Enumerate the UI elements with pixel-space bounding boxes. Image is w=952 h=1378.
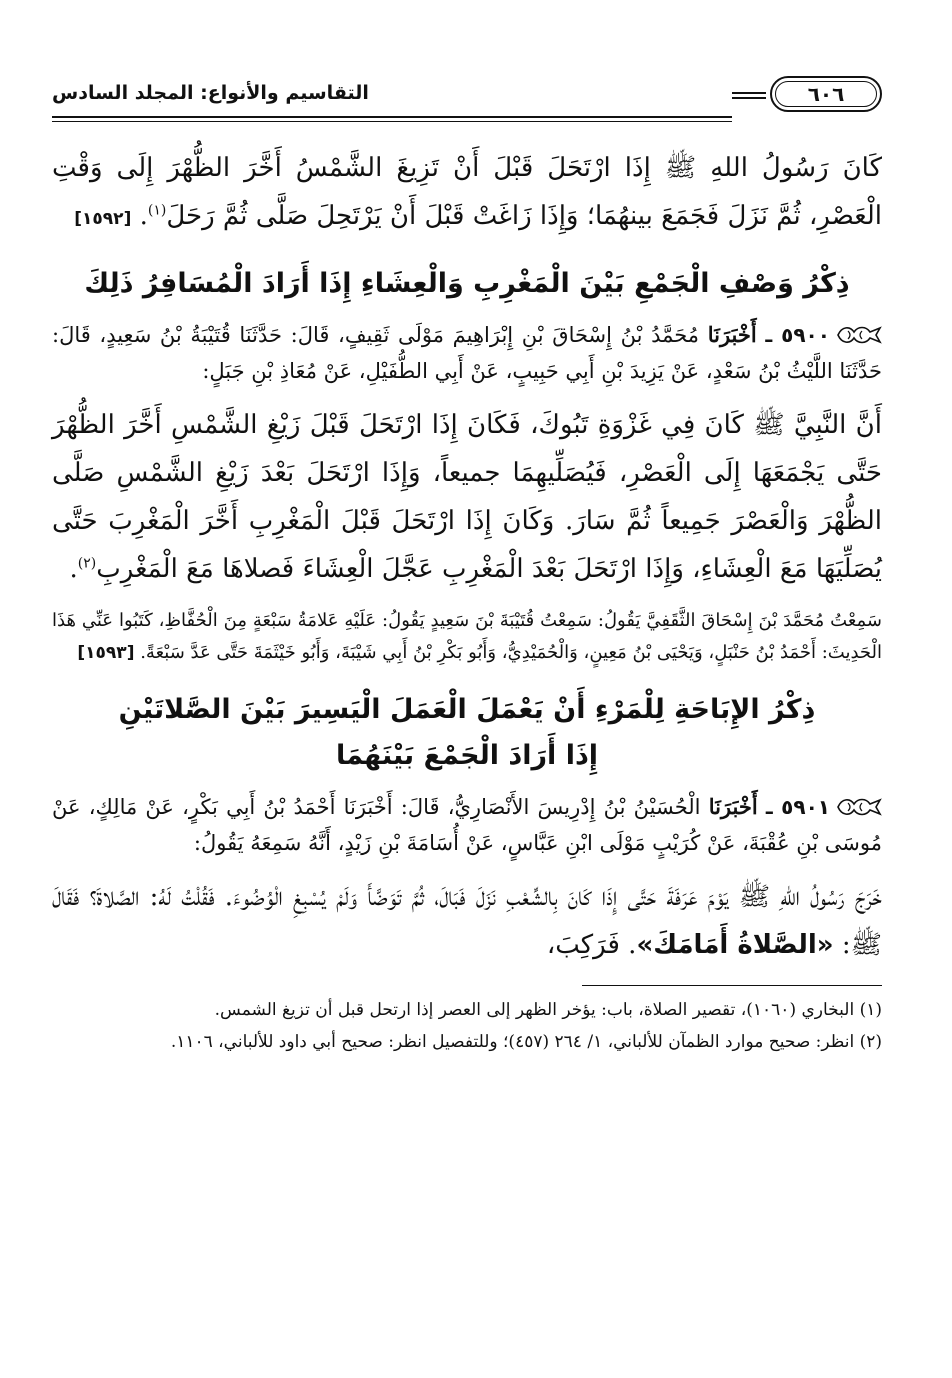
hadith-reference-1592: [١٥٩٢] — [74, 209, 132, 229]
footnote-separator — [582, 985, 882, 986]
hadith-number-5901: ٥٩٠١ ـ — [765, 795, 830, 819]
chapter-title-2-line-1: ذِكْرُ الإِبَاحَةِ لِلْمَرْءِ أَنْ يَعْمَلَ الْعَمَلَ الْيَسِيرَ بَيْنَ الصَّلاتَيْنِ — [118, 694, 816, 725]
akhbarana-5901: أَخْبَرَنَا — [708, 794, 758, 819]
hadith-number-5900: ٥٩٠٠ ـ — [765, 323, 830, 347]
header-rule — [52, 116, 732, 122]
akhbarana-5900: أَخْبَرَنَا — [707, 322, 757, 347]
matn-text-5900: أَنَّ النَّبِيَّ ﷺ كَانَ فِي غَزْوَةِ تَبُوكَ، فَكَانَ إِذَا ارْتَحَلَ قَبْلَ زَيْغِ الشَّمْسِ أَخَّرَ الظُّهْرَ حَتَّى يَجْمَعَهَا إِلَى الْعَصْرِ، فَيُصَلِّيهِمَا جميعاً، وَإِذَا ارْتَحَلَ بَعْدَ زَيْغِ الشَّمْسِ صَلَّى الظُّهْرَ وَالْعَصْرَ جَمِيعاً ثُمَّ سَارَ. وَكَانَ إِذَا ارْتَحَلَ قَبْلَ الْمَغْرِبِ أَخَّرَ الْمَغْرِبَ حَتَّى يُصَلِّيَهَا مَعَ الْعِشَاءِ، وَإِذَا ارْتَحَلَ بَعْدَ الْمَغْرِبِ عَجَّلَ الْعِشَاءَ فَصلاهَا مَعَ الْمَغْرِبِ — [52, 410, 882, 584]
matn-text-5901: خَرَجَ رَسُولُ اللهِ ﷺ يَوْمَ عَرَفَةَ حَتَّى إِذَا كَانَ بِالشِّعْبِ نَزَلَ فَبَالَ، ثُمَّ تَوَضَّأَ وَلَمْ يُسْبِغِ الْوُضُوءَ. فَقُلْتُ لَهُ: الصَّلاةَ؟ فَقَالَ ﷺ: — [52, 882, 882, 960]
hadith-5900-note — [52, 605, 882, 669]
hadith-reference-1593: [١٥٩٣] — [77, 643, 135, 663]
page-number: ٦٠٦ — [807, 82, 845, 106]
chapter-title-2 — [52, 687, 882, 779]
hadith-ornament-icon — [836, 794, 882, 820]
footnote-1: (١) البخاري (١٠٦٠)، تقصير الصلاة، باب: يؤخر الظهر إلى العصر إذا ارتحل قبل أن تزيغ الشمس. — [214, 1000, 882, 1020]
isnad-text-5901: الْحُسَيْنُ بْنُ إِدْرِيسَ الأَنْصَارِيُّ، قَالَ: أَخْبَرَنَا أَحْمَدُ بْنُ أَبِي بَكْرٍ، عَنْ مَالِكٍ، عَنْ مُوسَى بْنِ عُقْبَةَ، عَنْ كُرَيْبٍ مَوْلَى ابْنِ عَبَّاسٍ، عَنْ أُسَامَةَ بْنِ زَيْدٍ، أَنَّهُ سَمِعَهُ يَقُولُ: — [52, 795, 882, 855]
hadith-5901-isnad — [52, 789, 882, 861]
previous-hadith-text: كَانَ رَسُولُ اللهِ ﷺ إِذَا ارْتَحَلَ قَبْلَ أَنْ تَزِيغَ الشَّمْسُ أَخَّرَ الظُّهْرَ إِلَى وَقْتِ الْعَصْرِ، ثُمَّ نَزَلَ فَجَمَعَ بينهُمَا؛ وَإِذَا زَاغَتْ قَبْلَ أَنْ يَرْتَحِلَ صَلَّى ثُمَّ رَحَلَ$^{(١)}$. [١٥٩٢] — [52, 153, 882, 231]
running-title: التقاسيم والأنواع: المجلد السادس — [52, 82, 369, 104]
prophet-quote: «الصَّلاةُ أَمَامَكَ» — [636, 930, 834, 960]
previous-hadith-body: كَانَ رَسُولُ اللهِ ﷺ إِذَا ارْتَحَلَ قَبْلَ أَنْ تَزِيغَ الشَّمْسُ أَخَّرَ الظُّهْرَ إِلَى وَقْتِ الْعَصْرِ، ثُمَّ نَزَلَ فَجَمَعَ بينهُمَا؛ وَإِذَا زَاغَتْ قَبْلَ أَنْ يَرْتَحِلَ صَلَّى ثُمَّ رَحَلَ — [52, 153, 882, 231]
footnote-2: (٢) انظر: صحيح موارد الظمآن للألباني، ١/ ٢٦٤ (٤٥٧)؛ وللتفصيل انظر: صحيح أبي داود للألباني، ١١٠٦. — [170, 1032, 882, 1052]
page-number-box — [770, 76, 882, 112]
book-page — [52, 70, 882, 1058]
note-text-5900: سَمِعْتُ مُحَمَّدَ بْنَ إِسْحَاقَ الثَّقَفِيَّ يَقُولُ: سَمِعْتُ قُتَيْبَةَ بْنَ سَعِيدٍ يَقُولُ: عَلَيْهِ عَلامَةُ سَبْعَةٍ مِنَ الْحُفَّاظِ، كَتَبُوا عَنِّي هَذَا الْحَدِيثَ: أَحْمَدُ بْنُ حَنْبَلٍ، وَيَحْيَى بْنُ مَعِينٍ، وَالْحُمَيْدِيُّ، وَأَبُو بَكْرِ بْنُ أَبِي شَيْبَةَ، وَأَبُو خَيْثَمَةَ حَتَّى عَدَّ سَبْعَةً. — [52, 610, 882, 663]
hadith-ornament-icon — [836, 322, 882, 348]
hadith-5900-matn: أَنَّ النَّبِيَّ ﷺ كَانَ فِي غَزْوَةِ تَبُوكَ، فَكَانَ إِذَا ارْتَحَلَ قَبْلَ زَيْغِ الشَّمْسِ أَخَّرَ الظُّهْرَ حَتَّى يَجْمَعَهَا إِلَى الْعَصْرِ، فَيُصَلِّيهِمَا جميعاً، وَإِذَا ارْتَحَلَ بَعْدَ زَيْغِ الشَّمْسِ صَلَّى الظُّهْرَ وَالْعَصْرَ جَمِيعاً ثُمَّ سَارَ. وَكَانَ إِذَا ارْتَحَلَ قَبْلَ الْمَغْرِبِ أَخَّرَ الْمَغْرِبَ حَتَّى يُصَلِّيَهَا مَعَ الْعِشَاءِ، وَإِذَا ارْتَحَلَ بَعْدَ الْمَغْرِبِ عَجَّلَ الْعِشَاءَ فَصلاهَا مَعَ الْمَغْرِبِ$^{(٢)}$. — [52, 410, 882, 584]
page-header — [52, 70, 882, 126]
hadith-5901-matn — [52, 873, 882, 969]
matn-tail-5901: . فَرَكِبَ، — [546, 930, 637, 960]
chapter-title-1: ذِكْرُ وَصْفِ الْجَمْعِ بَيْنَ الْمَغْرِبِ وَالْعِشَاءِ إِذَا أَرَادَ الْمُسَافِرُ ذَلِكَ — [84, 268, 850, 299]
footnote-marker-1[interactable]: (١) — [147, 202, 167, 219]
header-ornament-dash — [732, 92, 766, 99]
chapter-title-2-line-2: إِذَا أَرَادَ الْجَمْعَ بَيْنَهُمَا — [335, 740, 599, 771]
footnote-marker-2[interactable]: (٢) — [77, 555, 97, 572]
hadith-5900-isnad — [52, 317, 882, 389]
isnad-text-5900: مُحَمَّدُ بْنُ إِسْحَاقَ بْنِ إِبْرَاهِيمَ مَوْلَى ثَقِيفٍ، قَالَ: حَدَّثَنَا قُتَيْبَةُ بْنُ سَعِيدٍ، قَالَ: حَدَّثَنَا اللَّيْثُ بْنُ سَعْدٍ، عَنْ يَزِيدَ بْنِ أَبِي حَبِيبٍ، عَنْ أَبِي الطُّفَيْلِ، عَنْ مُعَاذِ بْنِ جَبَلٍ: — [52, 323, 882, 383]
